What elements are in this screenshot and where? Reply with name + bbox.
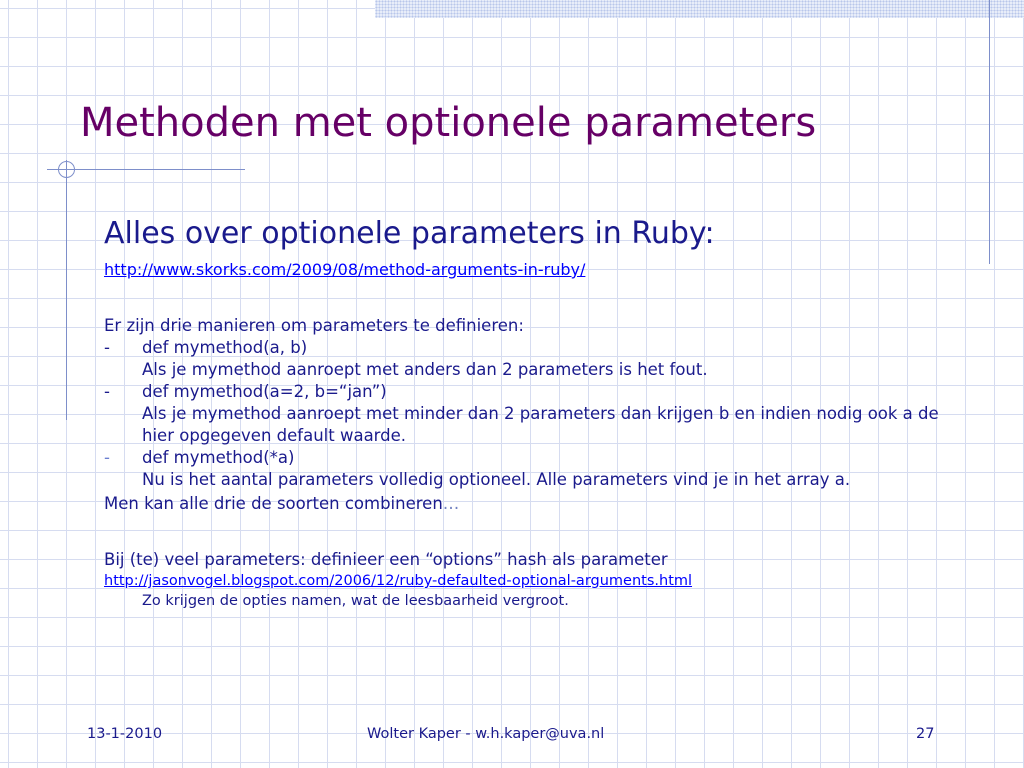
decorative-top-band: [375, 0, 1024, 18]
options-text: Bij (te) veel parameters: definieer een “options” hash als parameter: [104, 550, 668, 569]
slide-title: Methoden met optionele parameters: [80, 100, 817, 146]
decorative-left-line: [66, 160, 67, 420]
code-line: def mymethod(a, b): [142, 338, 308, 357]
bullet-dash: -: [104, 382, 110, 401]
code-line: def mymethod(*a): [142, 448, 295, 467]
section-heading: Alles over optionele parameters in Ruby:: [104, 216, 715, 251]
description-line: Als je mymethod aanroept met anders dan 2 parameters is het fout.: [142, 360, 708, 379]
list-item: [104, 337, 974, 381]
link-jasonvogel[interactable]: http://jasonvogel.blogspot.com/2006/12/ruby-defaulted-optional-arguments.html: [104, 573, 693, 589]
combine-text: [104, 493, 974, 515]
title-underline-rule: [47, 169, 245, 170]
ellipsis: …: [442, 494, 460, 513]
list-item-body: [142, 381, 974, 447]
list-item-body: [142, 337, 974, 381]
list-item-body: [142, 447, 974, 491]
code-line: def mymethod(a=2, b=“jan”): [142, 382, 387, 401]
footer-date: 13-1-2010: [87, 726, 163, 742]
decorative-circle: [58, 161, 75, 178]
combine-text-main: Men kan alle drie de soorten combineren: [104, 494, 443, 513]
intro-text: Er zijn drie manieren om parameters te definieren:: [104, 316, 524, 335]
link-skorks[interactable]: http://www.skorks.com/2009/08/method-arguments-in-ruby/: [104, 260, 586, 279]
decorative-right-line: [989, 0, 990, 264]
footer-author: Wolter Kaper - w.h.kaper@uva.nl: [367, 726, 605, 742]
note-text: Zo krijgen de opties namen, wat de leesbaarheid vergroot.: [142, 593, 569, 609]
bullet-dash: -: [104, 448, 110, 467]
list-item: [104, 381, 974, 447]
description-line: Nu is het aantal parameters volledig optioneel. Alle parameters vind je in het array a.: [142, 470, 851, 489]
slide-content: [104, 214, 974, 611]
list-item: [104, 447, 974, 491]
footer-page-number: 27: [916, 726, 935, 742]
bullet-dash: -: [104, 338, 110, 357]
description-line: Als je mymethod aanroept met minder dan 2 parameters dan krijgen b en indien nodig ook a de hier opgegeven default waarde.: [142, 404, 939, 445]
